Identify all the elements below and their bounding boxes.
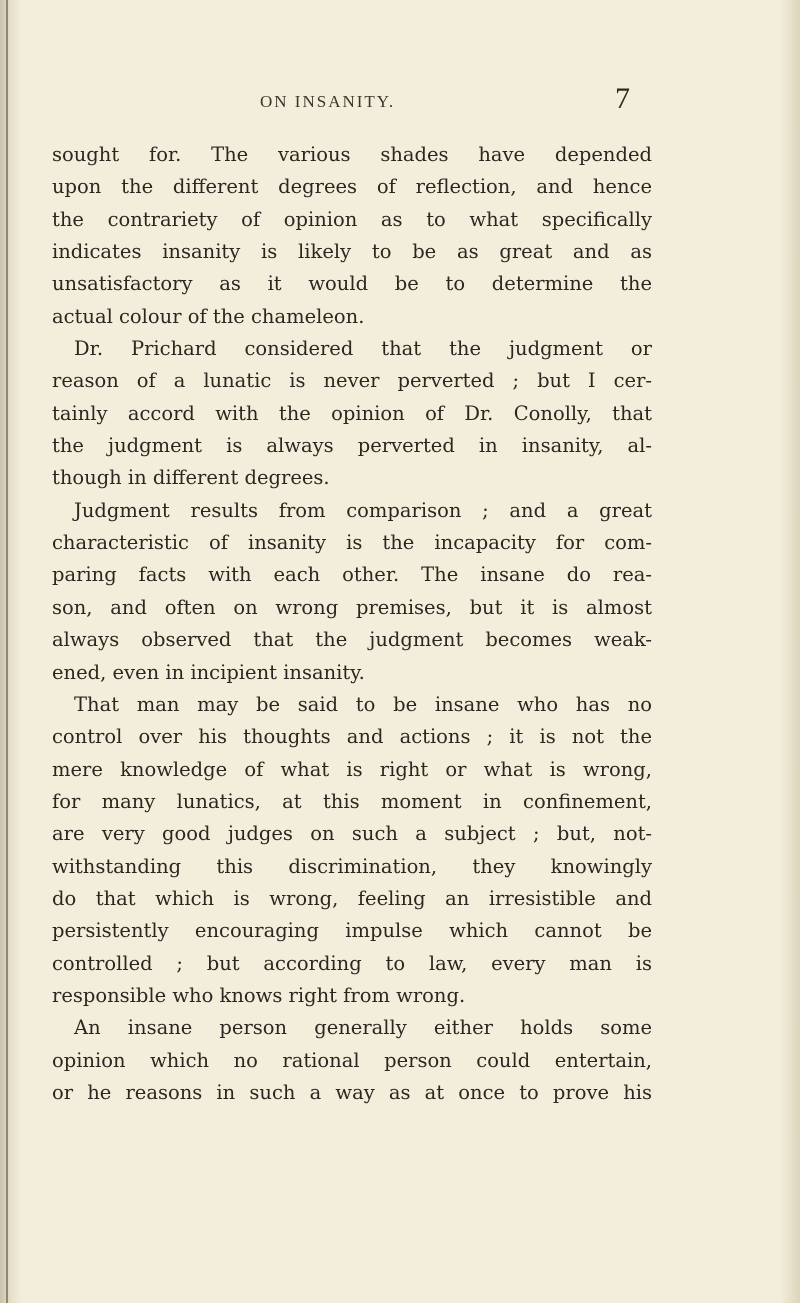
text-line: withstanding this discrimination, they knowingly [52,854,652,878]
text-line: An insane person generally either holds some [74,1016,652,1040]
body-text [52,139,652,1109]
text-line: are very good judges on such a subject ; but, not- [52,822,652,846]
page-number: 7 [615,82,630,115]
page-header [110,82,630,128]
text-line: persistently encouraging impulse which cannot be [52,919,652,943]
text-line: responsible who knows right from wrong. [52,983,466,1007]
text-line: opinion which no rational person could entertain, [52,1048,652,1072]
text-line: Dr. Prichard considered that the judgment or [74,337,652,361]
text-line: sought for. The various shades have depended [52,143,652,166]
text-line: paring facts with each other. The insane do rea- [52,563,652,587]
text-line: do that which is wrong, feeling an irresistible and [52,886,652,910]
text-line: indicates insanity is likely to be as great and as [52,240,652,264]
text-line: unsatisfactory as it would be to determine the [52,272,652,296]
text-line: Judgment results from comparison ; and a great [74,498,652,522]
text-line: characteristic of insanity is the incapacity for com- [52,531,652,555]
text-line: mere knowledge of what is right or what is wrong, [52,757,652,781]
text-line: ened, even in incipient insanity. [52,660,365,684]
text-line: control over his thoughts and actions ; it is not the [52,725,652,749]
text-line: though in different degrees. [52,466,330,490]
text-line: That man may be said to be insane who has no [74,692,652,716]
text-line: son, and often on wrong premises, but it is almost [52,595,652,619]
text-line: or he reasons in such a way as at once to prove his [52,1080,652,1104]
text-line: controlled ; but according to law, every man is [52,951,652,975]
running-head: ON INSANITY. [260,92,396,111]
text-line: tainly accord with the opinion of Dr. Conolly, that [52,401,652,425]
text-line: the judgment is always perverted in insanity, al- [52,434,652,458]
text-line: for many lunatics, at this moment in confinement, [52,789,652,813]
text-line: reason of a lunatic is never perverted ; but I cer- [52,369,652,393]
page-spine-edge [6,0,8,1303]
text-line: always observed that the judgment becomes weak- [52,628,652,652]
text-line: the contrariety of opinion as to what specifically [52,207,652,231]
text-line: actual colour of the chameleon. [52,304,365,328]
text-line: upon the different degrees of reflection, and hence [52,175,652,199]
